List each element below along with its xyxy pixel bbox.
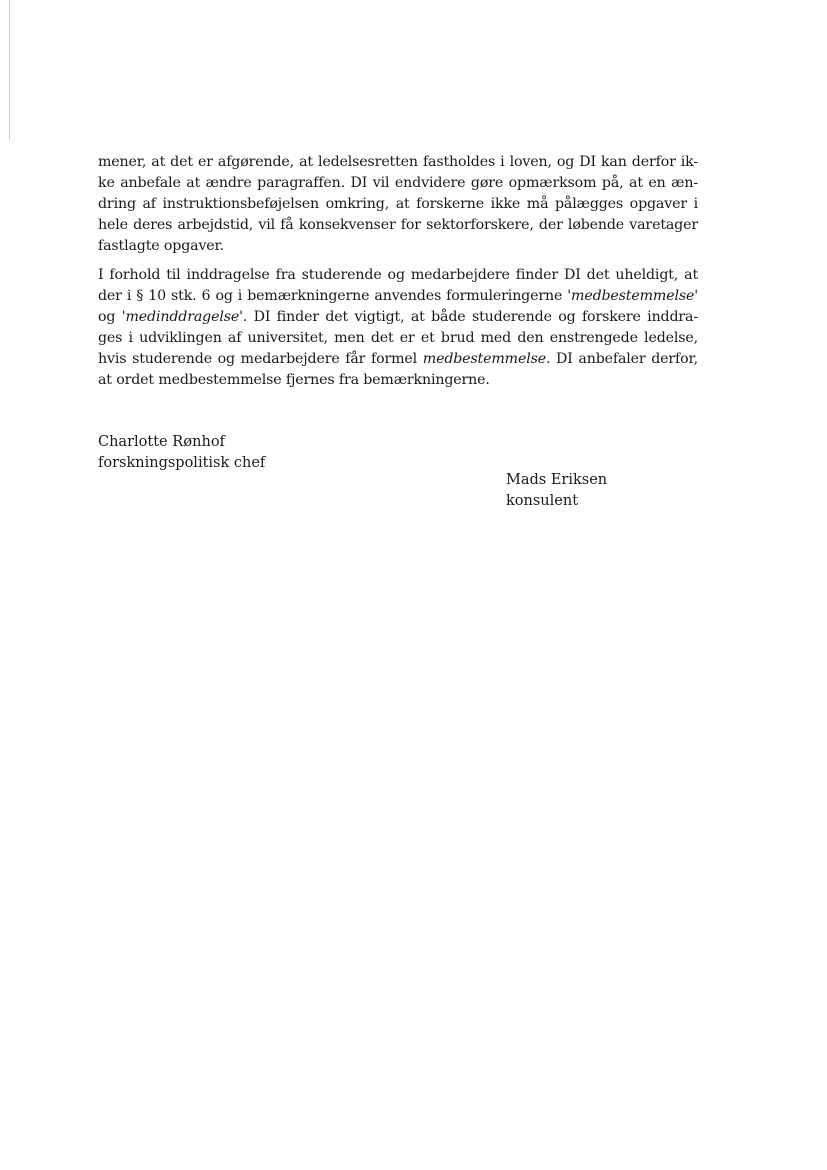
signature-block-eriksen [506, 470, 607, 512]
text-line: hele deres arbejdstid, vil få konsekvenser for sektorforskere, der løbende varetager [98, 217, 698, 233]
text-line: ges i udviklingen af universitet, men det er et brud med den enstrengede ledelse, [98, 330, 698, 346]
text-segment: '. DI finder det vigtigt, at både studerende og forskere inddra- [239, 309, 699, 325]
margin-rule [9, 0, 10, 140]
text-segment: der i § 10 stk. 6 og i bemærkningerne anvendes formuleringerne ' [98, 288, 572, 304]
signatory-title: konsulent [506, 493, 579, 509]
text-line: at ordet medbestemmelse fjernes fra bemærkningerne. [98, 372, 490, 388]
emphasis-medbestemmelse: medbestemmelse [571, 288, 695, 304]
signatory-name: Mads Eriksen [506, 472, 608, 488]
emphasis-medinddragelse: medinddragelse [125, 309, 240, 325]
text-line [98, 286, 698, 307]
signatory-title: forskningspolitisk chef [98, 455, 266, 471]
text-line: dring af instruktionsbeføjelsen omkring, at forskerne ikke må pålægges opgaver i [98, 196, 698, 212]
text-segment: ' [694, 288, 698, 304]
text-segment: og ' [98, 309, 126, 325]
paragraph-ledelsesret [98, 152, 698, 257]
text-segment: hvis studerende og medarbejdere får formel [98, 351, 423, 367]
signature-block-ronhof [98, 432, 265, 474]
text-segment: DI anbefaler derfor, [550, 351, 698, 367]
text-line: ke anbefale at ændre paragraffen. DI vil endvidere gøre opmærksom på, at en æn- [98, 175, 698, 191]
paragraph-medbestemmelse [98, 265, 698, 391]
text-line: I forhold til inddragelse fra studerende og medarbejdere finder DI det uheldigt, at [98, 267, 698, 283]
text-line [98, 307, 698, 328]
emphasis-medbestemmelse: medbestemmelse. [422, 351, 551, 367]
text-line: fastlagte opgaver. [98, 238, 224, 254]
signatory-name: Charlotte Rønhof [98, 434, 225, 450]
text-line [98, 349, 698, 370]
text-line: mener, at det er afgørende, at ledelsesretten fastholdes i loven, og DI kan derfor ik- [98, 154, 698, 170]
